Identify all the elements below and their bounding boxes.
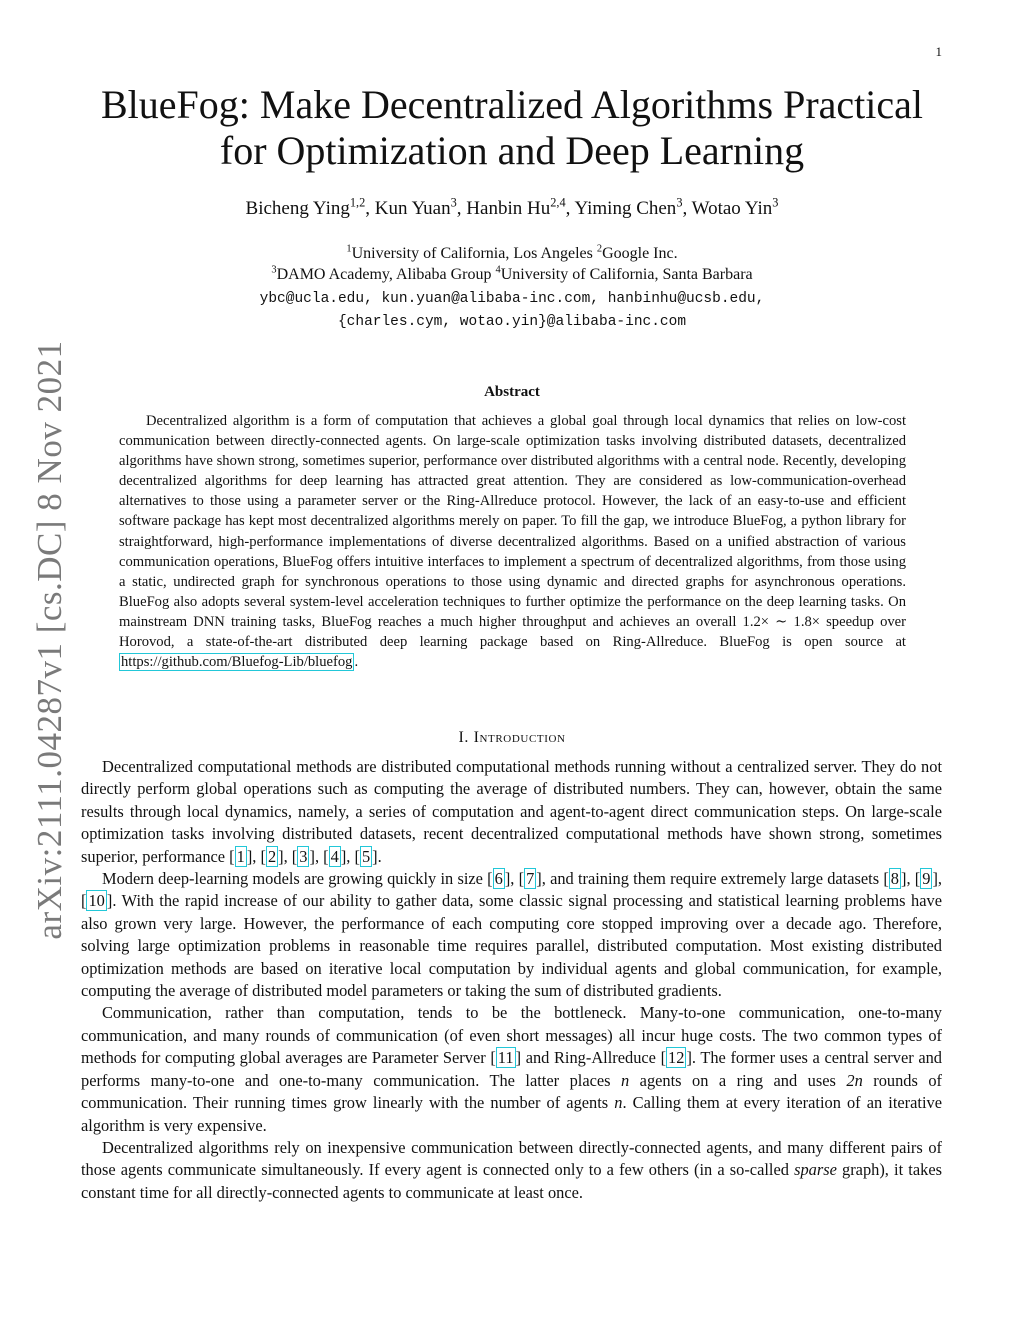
author-emails	[60, 288, 964, 334]
citation-link[interactable]: 1	[236, 846, 245, 866]
author-name: Bicheng Ying	[245, 198, 350, 219]
citation-link[interactable]: 3	[299, 846, 308, 866]
paper-title	[60, 82, 964, 174]
page-number: 1	[935, 44, 942, 59]
affiliation-3: DAMO Academy, Alibaba Group	[276, 266, 492, 283]
math-variable: n	[614, 1093, 623, 1113]
author-name: Kun Yuan	[374, 198, 451, 219]
author-affiliation-marker: 2,4	[550, 195, 566, 210]
paragraph-3: Communication, rather than computation, tends to be the bottleneck. Many-to-one communication, one-to-many communication, and many rounds of communication (of even short messages) all incur huge costs. The two common types of methods for computing global averages are Parameter Server [ 11 ] and Ring-Allreduce [ 12 ]. The former uses a central server and performs many-to-one and one-to-many communication. The latter places n agents on a ring and uses 2n rounds of communication. Their running times grow linearly with the number of agents n. Calling them at every iteration of an iterative algorithm is very expensive.	[81, 1003, 942, 1135]
paragraph-2: Modern deep-learning models are growing quickly in size [ 6 ], [ 7 ], and training them require extremely large datasets [ 8 ], [ 9 ], [ 10 ]. With the rapid increase of our ability to gather data, some classic signal processing and statistical learning problems have also grown very large. However, the performance of each computing core stopped improving over a decade ago. Therefore, solving large optimization problems in reasonable time requires parallel, distributed computation. Most existing distributed optimization methods are based on iterative local computation by individual agents and global communication, for example, computing the average of distributed model parameters or taking the sum of distributed gradients.	[81, 869, 943, 1001]
citation-link[interactable]: 6	[494, 869, 503, 889]
abstract-heading: Abstract	[484, 384, 540, 400]
citation-link[interactable]: 2	[267, 846, 277, 866]
author-name: Wotao Yin	[691, 198, 773, 219]
paragraph-1: Decentralized computational methods are distributed computational methods running without a centralized server. They do not directly perform global operations such as computing the average of distributed numbers. They can, however, obtain the same results through local dynamics, namely, a series of computation and agent-to-agent direct communication steps. On large-scale optimization tasks involving distributed datasets, recent decentralized computational methods have shown strong, sometimes superior, performance [ 1 ], [ 2 ], [ 3 ], [ 4 ], [ 5 ].	[81, 757, 942, 866]
introduction-body	[81, 756, 942, 1204]
arxiv-identifier-stamp: arXiv:2111.04287v1 [cs.DC] 8 Nov 2021	[30, 340, 69, 940]
citation-link[interactable]: 4	[330, 846, 339, 866]
title-line-1: BlueFog: Make Decentralized Algorithms Practical	[101, 82, 923, 127]
title-line-2: for Optimization and Deep Learning	[219, 128, 805, 173]
author-affiliation-marker: 3	[676, 195, 683, 210]
math-variable: n	[621, 1070, 630, 1090]
author-affiliation-marker: 3	[450, 195, 457, 210]
citation-link[interactable]: 9	[922, 869, 931, 889]
abstract-text: Decentralized algorithm is a form of computation that achieves a global goal through local dynamics that relies on low-cost communication between directly-connected agents. On large-scale optimization tasks involving distributed datasets, decentralized algorithms have shown strong, sometimes superior, performance over distributed algorithms with a central node. Recently, developing decentralized algorithms for deep learning has attracted great attention. They are considered as low-communication-overhead alternatives to those using a parameter server or the Ring-Allreduce protocol. However, the lack of an easy-to-use and efficient software package has kept most decentralized algorithms merely on paper. To fill the gap, we introduce BlueFog, a python library for straightforward, high-performance implementations of diverse decentralized algorithms. Based on a unified abstraction of various communication operations, BlueFog offers intuitive interfaces to implement a spectrum of decentralized algorithms, from those using a static, undirected graph for synchronous operations to those using dynamic and directed graphs for asynchronous operations. BlueFog also adopts several system-level acceleration techniques to further optimize the performance on the deep learning tasks. On mainstream DNN training tasks, BlueFog reaches a much higher throughput and achieves an overall 1.2× ∼ 1.8× speedup over Horovod, a state-of-the-art distributed deep learning package based on Ring-Allreduce. BlueFog is open source at	[119, 413, 906, 651]
citation-link[interactable]: 8	[890, 869, 899, 889]
affiliation-4: University of California, Santa Barbara	[500, 266, 753, 283]
affiliations: $^1$University of California, Los Angeles $^2$Google Inc. $^3$DAMO Academy, Alibaba Group $^4$University of California, Santa Barbara	[271, 243, 753, 283]
author-affiliation-marker: 3	[772, 195, 779, 210]
emphasis: sparse	[794, 1160, 837, 1180]
citation-link[interactable]: 5	[361, 846, 371, 866]
affiliation-1: University of California, Los Angeles	[351, 245, 593, 262]
email-line-2: {charles.cym, wotao.yin}@alibaba-inc.com	[337, 314, 687, 330]
section-number: I.	[458, 729, 469, 746]
email-line-1: ybc@ucla.edu, kun.yuan@alibaba-inc.com, hanbinhu@ucsb.edu,	[259, 291, 765, 307]
author-affiliation-marker: 1,2	[349, 195, 366, 210]
citation-link[interactable]: 12	[668, 1048, 685, 1068]
section-title: Introduction	[473, 729, 566, 746]
abstract-body: Decentralized algorithm is a form of computation that achieves a global goal through local dynamics that relies on low-cost communication between directly-connected agents. On large-scale optimization tasks involving distributed datasets, decentralized algorithms have shown strong, sometimes superior, performance over distributed algorithms with a central node. Recently, developing decentralized algorithms for deep learning has attracted great attention. They are considered as low-communication-overhead alternatives to those using a parameter server or the Ring-Allreduce protocol. However, the lack of an easy-to-use and efficient software package has kept most decentralized algorithms merely on paper. To fill the gap, we introduce BlueFog, a python library for straightforward, high-performance implementations of diverse decentralized algorithms. Based on a unified abstraction of various communication operations, BlueFog offers intuitive interfaces to implement a spectrum of decentralized algorithms, from those using a static, undirected graph for synchronous operations to those using dynamic and directed graphs for asynchronous operations. BlueFog also adopts several system-level acceleration techniques to further optimize the performance on the deep learning tasks. On mainstream DNN training tasks, BlueFog reaches a much higher throughput and achieves an overall 1.2× ∼ 1.8× speedup over Horovod, a state-of-the-art distributed deep learning package based on Ring-Allreduce. BlueFog is open source at https://github.com/Bluefog-Lib/bluefog .	[119, 413, 906, 671]
citation-link[interactable]: 7	[526, 869, 535, 889]
citation-link[interactable]: 11	[497, 1048, 514, 1068]
author-name: Hanbin Hu	[466, 198, 551, 219]
github-link[interactable]: https://github.com/Bluefog-Lib/bluefog	[121, 654, 353, 671]
author-name: Yiming Chen	[574, 198, 677, 219]
math-variable: 2n	[846, 1070, 863, 1090]
author-list: Bicheng Ying$^{1,2}$, Kun Yuan$^3$, Hanbin Hu$^{2,4}$, Yiming Chen$^3$, Wotao Yin$^3$	[245, 195, 779, 219]
section-heading-introduction	[60, 729, 964, 747]
citation-link[interactable]: 10	[88, 891, 105, 911]
paragraph-4: Decentralized algorithms rely on inexpensive communication between directly-connected agents, and many different pairs of those agents communicate simultaneously. If every agent is connected only to a few others (in a so-called sparse graph), it takes constant time for all directly-connected agents to communicate at least once.	[81, 1137, 942, 1202]
affiliation-2: Google Inc.	[602, 245, 678, 262]
